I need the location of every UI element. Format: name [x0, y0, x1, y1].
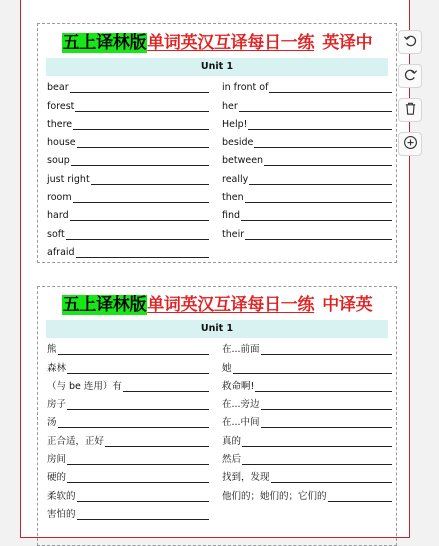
- answer-blank[interactable]: [248, 119, 392, 130]
- vocab-item: [47, 509, 219, 523]
- answer-blank[interactable]: [249, 174, 392, 185]
- vocab-prompt: 在...中间: [222, 417, 260, 429]
- vocab-item: [47, 344, 219, 358]
- vocab-prompt: beside: [222, 137, 254, 149]
- answer-blank[interactable]: [255, 381, 392, 392]
- vocab-item: [219, 491, 392, 505]
- vocab-prompt: soup: [47, 155, 70, 167]
- vocab-item: [219, 399, 392, 413]
- answer-blank[interactable]: [58, 417, 209, 428]
- vocab-prompt: Help!: [222, 118, 248, 130]
- unit-header: Unit 1: [46, 320, 388, 338]
- vocab-item: [219, 344, 392, 358]
- vocab-prompt: afraid: [47, 246, 75, 258]
- answer-blank[interactable]: [77, 509, 209, 520]
- answer-blank[interactable]: [242, 454, 392, 465]
- vocab-item: [219, 363, 392, 377]
- word-row: [47, 340, 392, 358]
- vocab-prompt: forest: [47, 100, 75, 112]
- add-button[interactable]: [398, 132, 422, 156]
- word-row: [47, 505, 392, 523]
- delete-button[interactable]: [398, 98, 422, 122]
- answer-blank[interactable]: [73, 119, 209, 130]
- vocab-prompt: house: [47, 137, 76, 149]
- answer-blank[interactable]: [67, 472, 209, 483]
- undo-icon: [403, 33, 418, 52]
- vocab-prompt: their: [222, 228, 245, 240]
- word-row: [47, 133, 392, 151]
- vocab-prompt: 柔软的: [47, 490, 76, 502]
- vocab-prompt: between: [222, 155, 264, 167]
- vocab-item: [219, 155, 392, 169]
- word-row: [47, 450, 392, 468]
- vocab-prompt: there: [47, 118, 73, 130]
- answer-blank[interactable]: [73, 192, 209, 203]
- answer-blank[interactable]: [254, 137, 392, 148]
- vocab-item: [219, 119, 392, 133]
- chinese-to-english-section: [37, 286, 397, 546]
- word-row: [47, 169, 392, 187]
- vocab-item: [47, 363, 219, 377]
- word-grid: [47, 78, 392, 261]
- vocab-prompt: 在...前面: [222, 344, 260, 356]
- word-grid: [47, 340, 392, 523]
- answer-blank[interactable]: [245, 229, 392, 240]
- answer-blank[interactable]: [91, 174, 209, 185]
- vocab-prompt: 害怕的: [47, 508, 76, 520]
- word-row: [47, 151, 392, 169]
- trash-icon: [403, 101, 418, 120]
- answer-blank[interactable]: [105, 436, 209, 447]
- worksheet-page: [20, 0, 410, 538]
- add-icon: [403, 135, 418, 154]
- vocab-prompt: 硬的: [47, 472, 67, 484]
- answer-blank[interactable]: [58, 344, 209, 355]
- vocab-prompt: soft: [47, 228, 65, 240]
- answer-blank[interactable]: [67, 454, 209, 465]
- vocab-prompt: bear: [47, 82, 69, 94]
- section-title: [38, 32, 396, 54]
- vocab-prompt: 森林: [47, 362, 67, 374]
- word-row: [47, 206, 392, 224]
- vocab-prompt: her: [222, 100, 238, 112]
- section-title: [38, 294, 396, 316]
- answer-blank[interactable]: [77, 491, 209, 502]
- vocab-prompt: 房间: [47, 454, 67, 466]
- answer-blank[interactable]: [264, 155, 392, 166]
- vocab-item: [47, 436, 219, 450]
- title-mode: 中译英: [322, 295, 373, 315]
- answer-blank[interactable]: [75, 101, 209, 112]
- word-row: [47, 377, 392, 395]
- answer-blank[interactable]: [76, 247, 209, 258]
- word-row: [47, 395, 392, 413]
- vocab-item: [219, 137, 392, 151]
- vocab-prompt: find: [222, 210, 241, 222]
- vocab-item: [219, 210, 392, 224]
- answer-blank[interactable]: [261, 344, 392, 355]
- answer-blank[interactable]: [271, 472, 392, 483]
- answer-blank[interactable]: [261, 399, 392, 410]
- vocab-prompt: just right: [47, 173, 90, 185]
- answer-blank[interactable]: [67, 399, 209, 410]
- vocab-item: [47, 247, 219, 261]
- vocab-prompt: 他们的；她们的；它们的: [222, 490, 327, 502]
- vocab-prompt: 救命啊!: [222, 380, 255, 392]
- vocab-prompt: really: [222, 173, 249, 185]
- answer-blank[interactable]: [242, 436, 392, 447]
- vocab-prompt: 真的: [222, 435, 242, 447]
- word-row: [47, 358, 392, 376]
- vocab-item: [219, 174, 392, 188]
- word-row: [47, 243, 392, 261]
- answer-blank[interactable]: [77, 137, 209, 148]
- unit-header: Unit 1: [46, 58, 388, 76]
- vocab-item: [47, 101, 219, 115]
- vocab-item: [219, 381, 392, 395]
- title-mode: 英译中: [322, 33, 373, 53]
- vocab-item: [219, 454, 392, 468]
- answer-blank[interactable]: [71, 155, 209, 166]
- vocab-item: [47, 155, 219, 169]
- answer-blank[interactable]: [261, 417, 392, 428]
- vocab-prompt: 汤: [47, 417, 57, 429]
- vocab-item: [47, 192, 219, 206]
- title-highlight: 五上译林版: [62, 33, 147, 53]
- vocab-item: [219, 101, 392, 115]
- side-toolbar: [398, 30, 424, 166]
- answer-blank[interactable]: [245, 192, 392, 203]
- vocab-item: [47, 137, 219, 151]
- english-to-chinese-section: [37, 23, 397, 263]
- vocab-prompt: then: [222, 192, 244, 204]
- word-row: [47, 224, 392, 242]
- word-row: [47, 431, 392, 449]
- vocab-item: [47, 229, 219, 243]
- vocab-prompt: 找到，发现: [222, 472, 270, 484]
- vocab-item: [219, 436, 392, 450]
- answer-blank[interactable]: [123, 381, 209, 392]
- vocab-item: [47, 82, 219, 96]
- vocab-prompt: 房子: [47, 399, 67, 411]
- title-main: 单词英汉互译每日一练: [147, 33, 315, 53]
- word-row: [47, 413, 392, 431]
- word-row: [47, 486, 392, 504]
- word-row: [47, 78, 392, 96]
- vocab-item: [47, 472, 219, 486]
- answer-blank[interactable]: [70, 82, 209, 93]
- answer-blank[interactable]: [239, 101, 392, 112]
- vocab-item: [47, 210, 219, 224]
- redo-button[interactable]: [398, 64, 422, 88]
- answer-blank[interactable]: [70, 210, 209, 221]
- vocab-prompt: （与 be 连用）有: [47, 380, 122, 392]
- vocab-item: [219, 229, 392, 243]
- word-row: [47, 188, 392, 206]
- answer-blank[interactable]: [328, 491, 392, 502]
- vocab-item: [47, 417, 219, 431]
- word-row: [47, 115, 392, 133]
- answer-blank[interactable]: [269, 82, 392, 93]
- answer-blank[interactable]: [66, 229, 209, 240]
- vocab-item: [47, 174, 219, 188]
- vocab-prompt: room: [47, 192, 72, 204]
- vocab-item: [219, 82, 392, 96]
- vocab-item: [47, 381, 219, 395]
- word-row: [47, 468, 392, 486]
- vocab-prompt: 正合适，正好: [47, 435, 105, 447]
- answer-blank[interactable]: [241, 210, 392, 221]
- vocab-item: [47, 491, 219, 505]
- vocab-prompt: 熊: [47, 344, 57, 356]
- title-highlight: 五上译林版: [62, 295, 147, 315]
- vocab-prompt: in front of: [222, 82, 269, 94]
- vocab-item: [219, 192, 392, 206]
- vocab-prompt: 她: [222, 362, 232, 374]
- vocab-item: [47, 119, 219, 133]
- vocab-prompt: 在...旁边: [222, 399, 260, 411]
- undo-button[interactable]: [398, 30, 422, 54]
- vocab-item: [47, 454, 219, 468]
- word-row: [47, 96, 392, 114]
- vocab-item: [219, 417, 392, 431]
- vocab-prompt: 然后: [222, 454, 242, 466]
- redo-icon: [403, 67, 418, 86]
- answer-blank[interactable]: [233, 363, 392, 374]
- vocab-item: [47, 399, 219, 413]
- vocab-item: [219, 472, 392, 486]
- title-main: 单词英汉互译每日一练: [147, 295, 315, 315]
- vocab-prompt: hard: [47, 210, 69, 222]
- answer-blank[interactable]: [67, 363, 209, 374]
